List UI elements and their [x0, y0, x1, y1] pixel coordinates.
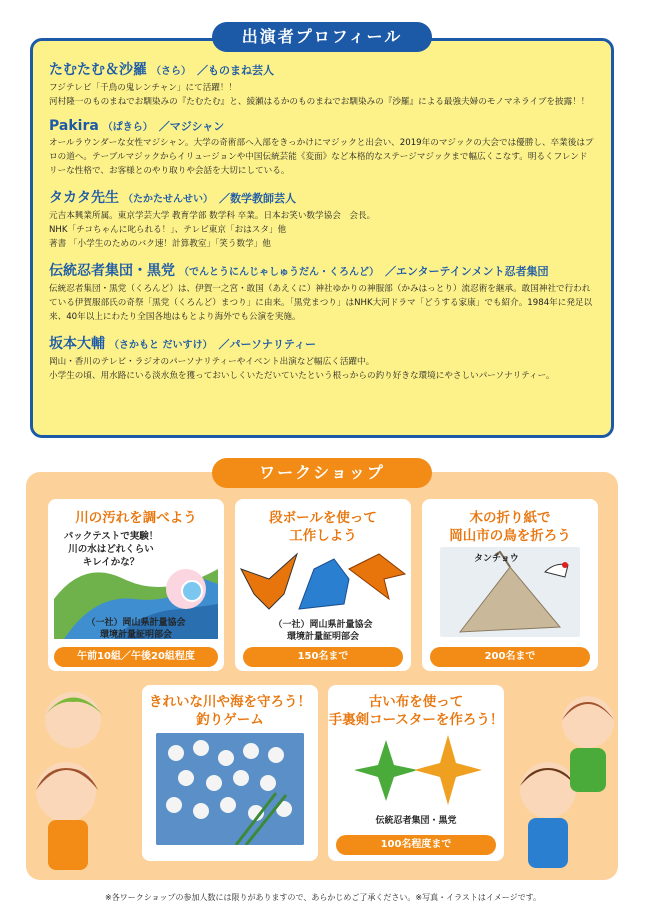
shuriken-coaster-image — [348, 735, 484, 805]
children-illustration-left — [18, 680, 140, 880]
performer-name: 坂本大輔 — [49, 336, 105, 352]
card-title: 古い布を使って 手裏剣コースターを作ろう！ — [328, 694, 504, 728]
workshop-card-fishing-game — [142, 685, 318, 861]
performer-tamutamu — [49, 59, 595, 109]
capacity-badge: 100名程度まで — [336, 835, 496, 855]
performer-sakamoto — [49, 333, 595, 383]
card-organizer: （一社）岡山県計量協会 環境計量証明部会 — [86, 618, 186, 640]
performer-reading: （さかもと だいすけ） — [109, 340, 213, 351]
capacity-badge: 200名まで — [430, 647, 590, 667]
performer-reading: （でんとうにんじゃしゅうだん・くろんど） — [179, 267, 379, 278]
capacity-badge: 午前10組／午後20組程度 — [54, 647, 218, 667]
performer-pakira — [49, 118, 595, 178]
workshop-card-river-test — [48, 499, 224, 671]
performer-name: 伝統忍者集団・黒党 — [49, 263, 175, 279]
performer-description: オールラウンダーな女性マジシャン。大学の奇術部へ入部をきっかけにマジックと出会い、2019年のマジックの大会では優勝し、卒業後はプロの道へ。テーブルマジックからイリュージョンや中国伝統芸能《変面》など本格的なステージマジックまで幅広くこなす。明るくフレンドリーな性格で、お客様とのやり取りや会話を大切にしている。 — [49, 138, 594, 176]
performer-role: ／ものまね芸人 — [197, 64, 274, 77]
performer-role: ／マジシャン — [158, 120, 225, 133]
performer-description: 岡山・香川のテレビ・ラジオのパーソナリティーやイベント出演など幅広く活躍中。 小学生の頃、用水路にいる淡水魚を獲っておいしくいただいていたという根っからの釣り好きな環境にやさしいパーソナリティー。 — [49, 357, 555, 381]
card-title: きれいな川や海を守ろう！ 釣りゲーム — [149, 694, 311, 728]
performer-kurondo — [49, 260, 595, 324]
footnote: ※各ワークショップの参加人数には限りがありますので、あらかじめご了承ください。※写真・イラストはイメージです。 — [105, 893, 541, 902]
capacity-badge: 150名まで — [243, 647, 403, 667]
workshop-card-cardboard — [235, 499, 411, 671]
workshop-card-origami — [422, 499, 598, 671]
performer-name: Pakira — [49, 118, 99, 134]
workshop-card-shuriken-coaster — [328, 685, 504, 861]
performer-reading: （さら） — [151, 66, 191, 77]
card-title: 段ボールを使って 工作しよう — [269, 510, 377, 544]
performer-reading: （ぱきら） — [102, 122, 153, 133]
card-organizer: （一社）岡山県計量協会 環境計量証明部会 — [273, 620, 373, 642]
profile-section-title: 出演者プロフィール — [212, 22, 432, 52]
crane-label: タンチョウ — [474, 554, 519, 564]
performer-description: フジテレビ「千鳥の鬼レンチャン」にて活躍！！ 河村隆一のものまねでお馴染みの『たむたむ』と、綾瀬はるかのものまねでお馴染みの『沙羅』による最強夫婦のモノマネライブを披露！！ — [49, 83, 590, 107]
speech-bubble: パックテストで実験！ 川の水はどれくらい キレイかな？ — [56, 527, 166, 572]
performer-description: 元吉本興業所属。東京学芸大学 教育学部 数学科 卒業。日本お笑い数学協会 会長。 NHK「チコちゃんに叱られる！」、テレビ東京「おはスタ」他 著書 「小学生のためのバク速！計算教室」「笑う数学」他 — [49, 211, 376, 249]
performer-takata — [49, 187, 595, 251]
performer-name: タカタ先生 — [49, 190, 119, 206]
performer-description: 伝統忍者集団・黒党（くろんど）は、伊賀一之宮・敢国（あえくに）神社ゆかりの神服部（かみはっとり）流忍術を継承。敢国神社で行われている伊賀服部氏の奇祭「黒党（くろんど）まつり」に由来。「黒党まつり」はNHK大河ドラマ「どうする家康」でも紹介。1984年に発足以来、40年以上にわたり全国各地はもとより海外でも公演を実施。 — [49, 284, 593, 322]
card-organizer: 伝統忍者集団・黒党 — [375, 816, 457, 826]
workshop-section-title: ワークショップ — [212, 458, 432, 488]
profile-box — [30, 38, 614, 438]
fishing-game-image — [156, 733, 304, 845]
card-title: 川の汚れを調べよう — [75, 510, 197, 526]
performer-role: ／エンターテインメント忍者集団 — [385, 265, 549, 278]
performer-reading: （たかたせんせい） — [123, 194, 213, 205]
card-title: 木の折り紙で 岡山市の鳥を折ろう — [449, 510, 571, 544]
performer-role: ／数学教師芸人 — [219, 192, 296, 205]
cardboard-crafts-illustration — [239, 549, 407, 619]
fishing-game-photo — [156, 733, 304, 845]
origami-photo — [440, 547, 580, 637]
performer-role: ／パーソナリティー — [218, 338, 316, 351]
performer-name: たむたむ＆沙羅 — [49, 62, 147, 78]
children-illustration-right — [506, 680, 636, 880]
